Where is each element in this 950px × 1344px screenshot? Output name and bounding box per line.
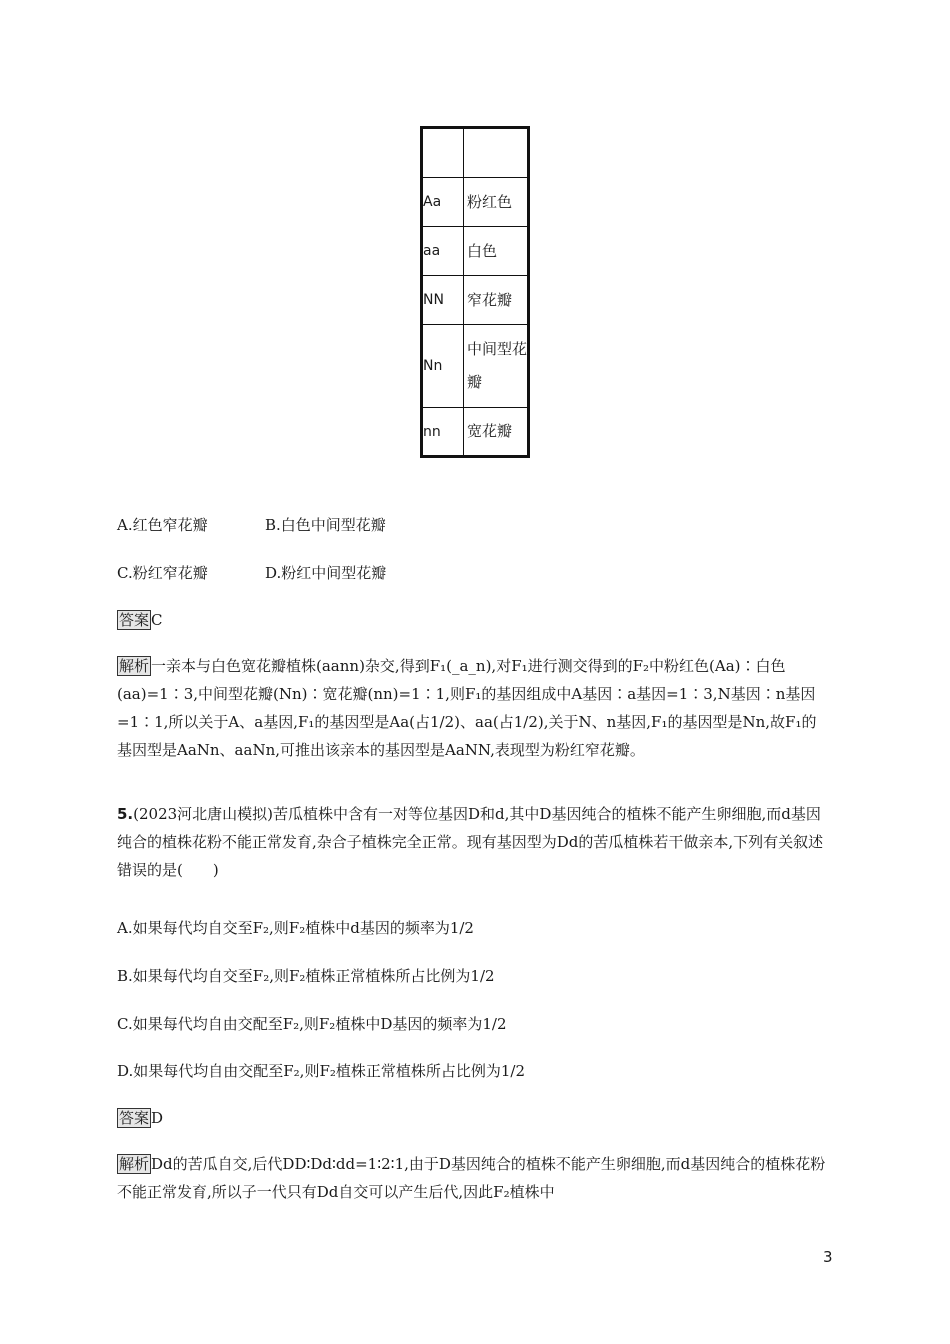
phenotype-cell (464, 128, 529, 178)
answer-value: D (151, 1109, 164, 1127)
answer-tag: 答案 (119, 611, 150, 629)
genotype-cell: Nn (422, 325, 464, 408)
q5-option-c: C.如果每代均自由交配至F₂,则F₂植株中D基因的频率为1/2 (117, 1015, 507, 1033)
table-row (422, 128, 529, 178)
question-text: (2023河北唐山模拟)苦瓜植株中含有一对等位基因D和d,其中D基因纯合的植株不能产生卵细胞,而d基因纯合的植株花粉不能正常发育,杂合子植株完全正常。现有基因型为Dd的苦瓜植株若干做亲本,下列有关叙述错误的是( ) (117, 805, 824, 879)
q5-analysis (117, 1150, 827, 1206)
q4-option-d: D.粉红中间型花瓣 (265, 564, 387, 582)
phenotype-cell: 粉红色 (464, 178, 529, 227)
analysis-text: 一亲本与白色宽花瓣植株(aann)杂交,得到F₁(_a_n),对F₁进行测交得到的F₂中粉红色(Aa)∶白色(aa)=1∶3,中间型花瓣(Nn)∶宽花瓣(nn)=1∶1,则F₁的基因组成中A基因∶a基因=1∶3,N基因∶n基因=1∶1,所以关于A、a基因,F₁的基因型是Aa(占1/2)、aa(占1/2),关于N、n基因,F₁的基因型是Nn,故F₁的基因型是AaNn、aaNn,可推出该亲本的基因型是AaNN,表现型为粉红窄花瓣。 (117, 657, 817, 759)
analysis-text: Dd的苦瓜自交,后代DD∶Dd∶dd=1∶2∶1,由于D基因纯合的植株不能产生卵细胞,而d基因纯合的植株花粉不能正常发育,所以子一代只有Dd自交可以产生后代,因此F₂植株中 (117, 1155, 826, 1201)
table-row (422, 227, 529, 276)
genotype-cell: Aa (422, 178, 464, 227)
answer-value: C (151, 611, 163, 629)
genotype-phenotype-table (420, 126, 530, 458)
q5-option-d: D.如果每代均自由交配至F₂,则F₂植株正常植株所占比例为1/2 (117, 1062, 526, 1080)
q4-option-b: B.白色中间型花瓣 (265, 516, 386, 534)
phenotype-cell: 中间型花瓣 (464, 325, 529, 408)
question-number: 5. (117, 805, 134, 823)
table-row (422, 408, 529, 457)
analysis-tag: 解析 (119, 657, 150, 675)
genotype-cell: aa (422, 227, 464, 276)
genotype-cell: nn (422, 408, 464, 457)
phenotype-cell: 窄花瓣 (464, 276, 529, 325)
page-number: 3 (823, 1248, 833, 1266)
table-row (422, 325, 529, 408)
genotype-cell: NN (422, 276, 464, 325)
q4-answer (117, 609, 163, 630)
q4-analysis (117, 652, 827, 764)
table-row (422, 276, 529, 325)
q5-answer (117, 1107, 163, 1128)
q5-stem (117, 800, 827, 884)
q4-option-c: C.粉红窄花瓣 (117, 564, 208, 582)
table-row (422, 178, 529, 227)
q4-option-a: A.红色窄花瓣 (117, 516, 208, 534)
q5-option-b: B.如果每代均自交至F₂,则F₂植株正常植株所占比例为1/2 (117, 967, 495, 985)
genotype-cell (422, 128, 464, 178)
analysis-tag: 解析 (119, 1155, 150, 1173)
phenotype-cell: 白色 (464, 227, 529, 276)
answer-tag: 答案 (119, 1109, 150, 1127)
phenotype-cell: 宽花瓣 (464, 408, 529, 457)
q5-option-a: A.如果每代均自交至F₂,则F₂植株中d基因的频率为1/2 (117, 919, 474, 937)
